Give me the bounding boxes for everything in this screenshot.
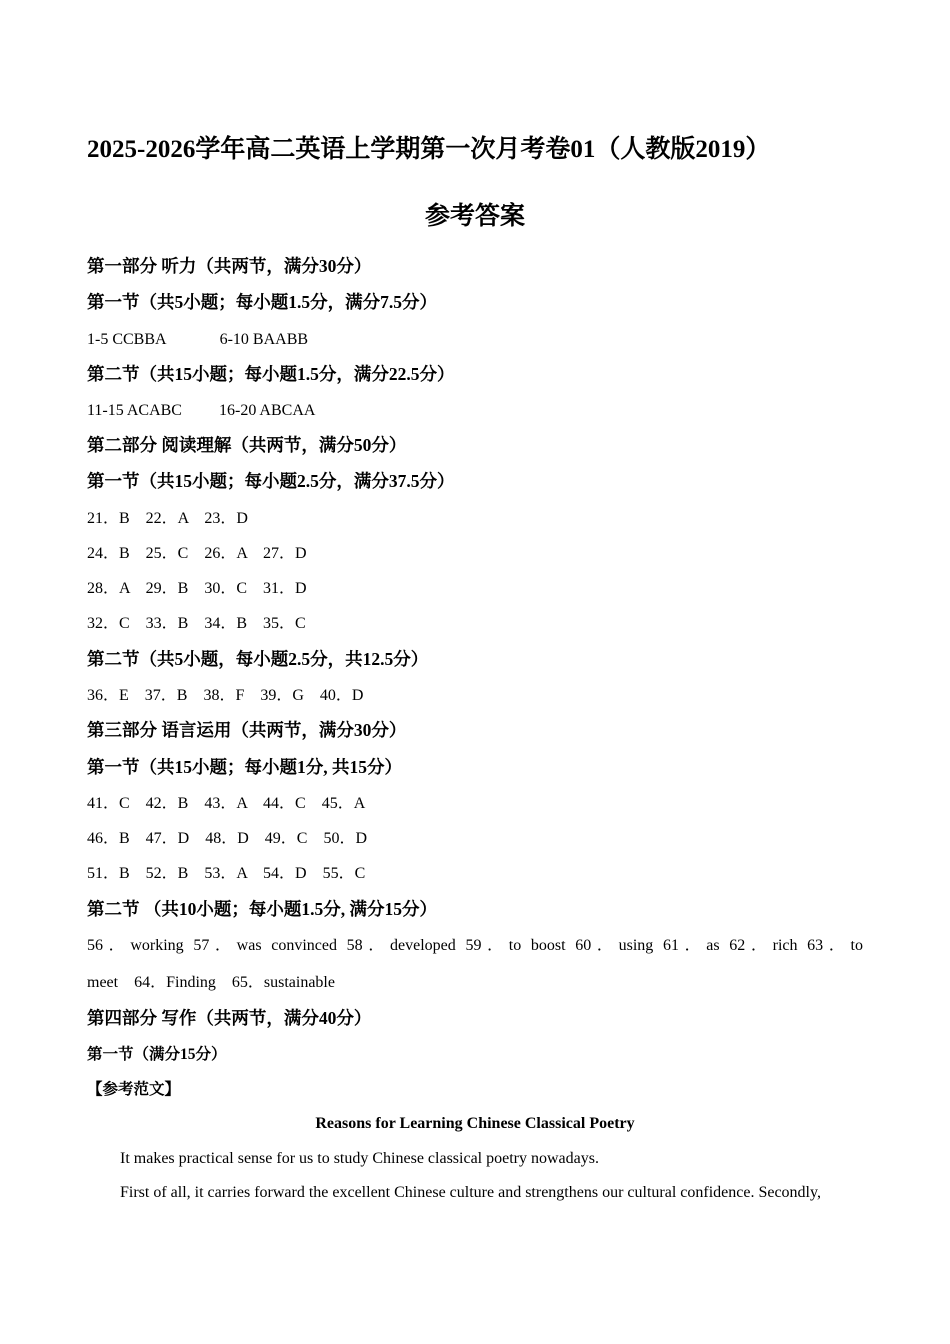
part1-section1-heading: 第一节（共5小题；每小题1.5分，满分7.5分） [87,292,437,312]
essay-title: Reasons for Learning Chinese Classical Poetry [315,1115,635,1132]
sample-essay-label: 【参考范文】 [87,1081,181,1098]
part1-section1-answers [87,332,308,348]
answers-line: 51．B 52．B 53．A 54．D 55．C [87,865,366,882]
answer-item: 58．developed [346,937,456,954]
answer-item: 59．to boost [465,937,566,954]
part3-heading: 第三部分 语言运用（共两节，满分30分） [87,720,407,740]
answers-line: 46．B 47．D 48．D 49．C 50．D [87,830,368,847]
part2-heading: 第二部分 阅读理解（共两节，满分50分） [87,435,407,455]
answer-item: 57．was convinced [193,937,337,954]
part1-section2-answers [87,403,315,419]
part1-section2-heading: 第二节（共15小题；每小题1.5分，满分22.5分） [87,364,455,384]
answers-line: 41．C 42．B 43．A 44．C 45．A [87,795,366,812]
part1-heading: 第一部分 听力（共两节，满分30分） [87,256,372,276]
part4-heading: 第四部分 写作（共两节，满分40分） [87,1008,372,1028]
answer-item: 56．working [87,937,184,954]
answers-1-5: 1-5 CCBBA [87,331,167,348]
fill-in-answers-line2: meet 64．Finding 65．sustainable [87,974,335,991]
fill-in-answers-line1 [87,938,863,954]
part3-section2-heading: 第二节 （共10小题；每小题1.5分, 满分15分） [87,899,437,919]
answers-6-10: 6-10 BAABB [219,331,309,348]
answers-line: 24．B 25．C 26．A 27．D [87,545,307,562]
answer-item: 63．to [807,937,863,954]
answer-item: 61．as [662,937,720,954]
essay-paragraph: First of all, it carries forward the excellent Chinese culture and strengthens our cultural confidence. Secondly, [120,1184,821,1201]
document-title: 2025-2026学年高二英语上学期第一次月考卷01（人教版2019） [87,136,771,163]
part4-section1-heading: 第一节（满分15分） [87,1046,227,1063]
answers-16-20: 16-20 ABCAA [218,402,316,419]
part3-section1-heading: 第一节（共15小题；每小题1分, 共15分） [87,757,402,777]
part2-section1-heading: 第一节（共15小题；每小题2.5分，满分37.5分） [87,471,455,491]
answers-line: 28．A 29．B 30．C 31．D [87,580,307,597]
part2-section2-heading: 第二节（共5小题，每小题2.5分，共12.5分） [87,649,429,669]
answer-item: 62．rich [729,937,798,954]
answers-line: 21．B 22．A 23．D [87,510,248,527]
answers-11-15: 11-15 ACABC [87,402,182,419]
answer-item: 60．using [575,937,654,954]
answers-line: 36．E 37．B 38．F 39．G 40．D [87,687,364,704]
essay-paragraph: It makes practical sense for us to study Chinese classical poetry nowadays. [120,1150,599,1167]
answers-line: 32．C 33．B 34．B 35．C [87,615,306,632]
document-subtitle: 参考答案 [424,203,525,230]
